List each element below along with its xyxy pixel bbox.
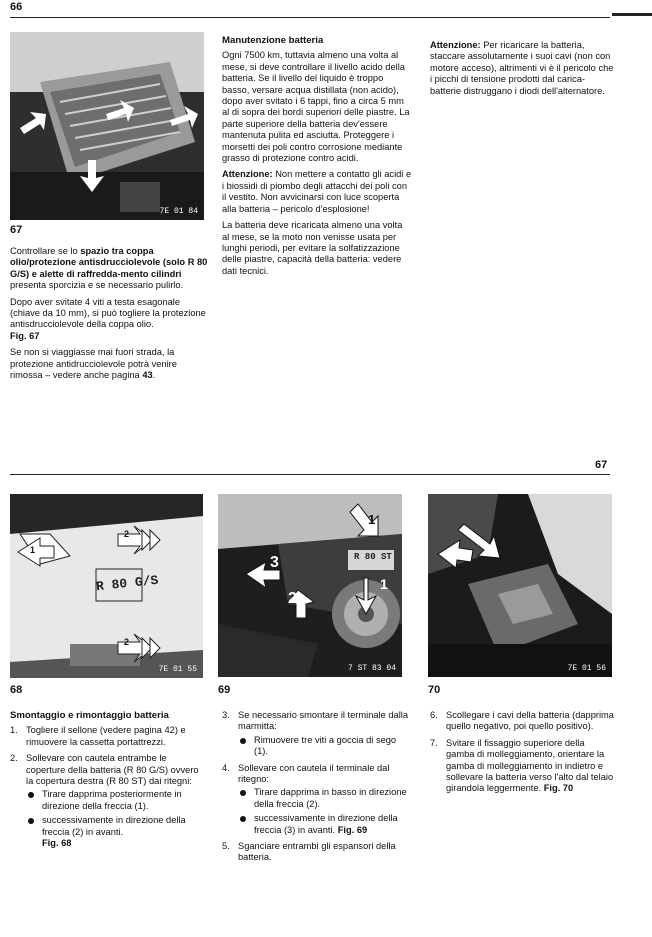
step-2-bullet-1: Tirare dapprima posteriormente in direzione della freccia (1).: [26, 789, 206, 812]
figure-68-code: 7E 01 55: [158, 665, 197, 674]
step-4-bullets: [238, 787, 410, 836]
step-3: 3. Se necessario smontare il terminale dalla marmitta: Rimuovere tre viti a goccia di sego (1).: [222, 710, 409, 757]
figure-69-arrow-label-1a: 1: [368, 512, 376, 527]
header-rule-tail: [612, 13, 652, 16]
step-2-bullet-2: successivamente in direzione della freccia (2) in avanti. Fig. 68: [26, 815, 206, 849]
top-column-1: [10, 246, 208, 386]
top-col3-para1: Attenzione: Per ricaricare la batteria, staccare assolutamente i suoi cavi (non con motore acceso), altrimenti vi è il pericolo che i picchi di tensione prodotti dal carica-batterie distruggano i diodi dell'alternatore.: [430, 40, 614, 96]
figure-68-arrow-label-1: 1: [30, 545, 36, 555]
figure-68-photo: [10, 494, 203, 678]
bottom-column-3: [430, 710, 614, 800]
page-number-top: 66: [10, 1, 23, 13]
step-4-bullet-1: Tirare dapprima in basso in direzione della freccia (2).: [238, 787, 410, 810]
figure-68-label: 68: [10, 684, 23, 696]
removal-steps-list-2: [222, 710, 410, 864]
figure-67-photo: [10, 32, 204, 220]
figure-69-code: 7 ST 83 04: [347, 664, 396, 673]
top-col2-para1: Ogni 7500 km, tuttavia almeno una volta al mese, si deve controllare il livello acido della batteria. Se il livello del liquido è troppo basso, versare acqua distillata (non acido), dopo aver svitato i 6 tappi, fino a circa 5 mm al di sopra dei bordi superiori delle piastre. La parte superiore della batteria dev'essere mantenuta pulita ed asciutta. Proteggere i morsetti dei poli contro corrosione mediante grasso di protezione contro acidi.: [222, 50, 410, 164]
top-col1-para3: Se non si viaggiasse mai fuori strada, la protezione antidrucciolevole potrà venire rimossa – vedere anche pagina 43.: [10, 347, 177, 381]
step-4: 4. Sollevare con cautela il terminale dal ritegno: Tirare dapprima in basso in direzione della freccia (2). successivamente in direzione della freccia (3) in avanti. Fig. 69: [222, 763, 410, 836]
battery-maintenance-heading: Manutenzione batteria: [222, 35, 324, 46]
top-column-2: [222, 35, 412, 282]
figure-68-arrow-label-2a: 2: [124, 529, 130, 539]
top-col1-para2: Dopo aver svitate 4 viti a testa esagonale (chiave da 10 mm), si può togliere la protezione antisdrucciolevole della coppa olio. Fig. 67: [10, 296, 206, 341]
figure-68-decal: R 80 G/S: [95, 572, 160, 595]
top-col1-para1: Controllare se lo spazio tra coppa olio/protezione antisdrucciolevole (solo R 80 G/S) e alette di raffredda-mento cilindri presenta sporcizia e se necessario pulirlo.: [10, 246, 208, 291]
battery-removal-heading: Smontaggio e rimontaggio batteria: [10, 710, 169, 721]
bottom-column-1: [10, 710, 206, 854]
step-5: 5. Sganciare entrambi gli espansori della batteria.: [222, 841, 396, 863]
step-7: 7. Svitare il fissaggio superiore della gamba di molleggiamento, orientare la gamba di molleggiamento in indietro e sollevare la batteria verso l'alto dal telaio girandola leggermente. Fig. 70: [430, 737, 614, 794]
figure-70-label: 70: [428, 684, 441, 696]
step-2-bullets: [26, 789, 206, 849]
top-col2-para3: La batteria deve ricaricata almeno una volta al mese, se la moto non venisse usata per lunghi periodi, per evitare la solfatizzazione delle piastre, capacità della batteria: vedere dati tecnici.: [222, 220, 403, 276]
figure-69-arrow-label-2: 2: [288, 590, 297, 607]
engine-underside-illustration: [10, 32, 204, 220]
step-2: 2. Sollevare con cautela entrambe le coperture della batteria (R 80 G/S) ovvero la copertura destra (R 80 ST) dai ritegni: Tirare dapprima posteriormente in direzione della freccia (1). successivamente in direzione della freccia (2) in avanti. Fig. 68: [10, 753, 206, 849]
top-col2-para2: Attenzione: Non mettere a contatto gli acidi e i biossidi di piombo degli attacchi dei poli con il vestito. Non avvicinarsi con luce scoperta alla batteria – pericolo d'esplosione!: [222, 169, 412, 214]
figure-69-label: 69: [218, 684, 231, 696]
step-6: 6. Scollegare i cavi della batteria (dapprima quello negativo, poi quello positivo).: [430, 710, 614, 732]
step-3-bullet-1: Rimuovere tre viti a goccia di sego (1).: [238, 735, 410, 758]
figure-69-decal: R 80 ST: [354, 552, 392, 562]
figure-67-code: 7E 01 84: [159, 207, 198, 216]
page-number-bottom: 67: [595, 459, 608, 471]
header-rule-bottom: [10, 474, 610, 475]
figure-70-photo: [428, 494, 612, 677]
figure-69-arrow-label-1b: 1: [380, 576, 388, 592]
step-3-bullets: [238, 735, 410, 758]
header-rule-top: [10, 17, 610, 18]
figure-67-label: 67: [10, 224, 23, 236]
removal-steps-list: [10, 725, 206, 849]
figure-68-arrow-label-2b: 2: [124, 637, 130, 647]
figure-69-photo: [218, 494, 402, 677]
top-column-3: [430, 40, 616, 102]
step-4-bullet-2: successivamente in direzione della freccia (3) in avanti. Fig. 69: [238, 813, 410, 836]
battery-removal-illustration: [428, 494, 612, 677]
removal-steps-list-3: [430, 710, 614, 795]
step-1: 1. Togliere il sellone (vedere pagina 42) e rimuovere la cassetta portattrezzi.: [10, 725, 186, 747]
figure-69-arrow-label-3: 3: [270, 554, 279, 571]
bottom-column-2: [222, 710, 410, 869]
figure-70-code: 7E 01 56: [567, 664, 606, 673]
